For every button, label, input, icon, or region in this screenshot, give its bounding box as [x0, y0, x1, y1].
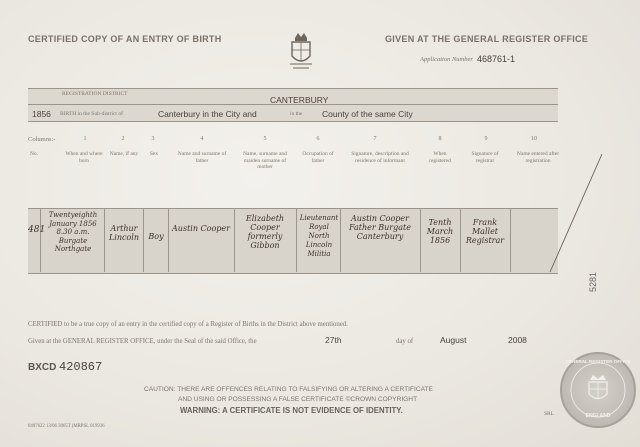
certificate-title: CERTIFIED COPY OF AN ENTRY OF BIRTH — [28, 34, 222, 44]
application-number: 468761-1 — [477, 54, 516, 64]
identity-warning: WARNING: A CERTIFICATE IS NOT EVIDENCE OF IDENTITY. — [180, 406, 403, 415]
col-num-6: 6 — [316, 136, 320, 142]
seal-text-bottom: ENGLAND — [585, 413, 611, 419]
col-sep-5 — [234, 208, 235, 272]
col-sep-1 — [40, 208, 41, 272]
serial-number: 420867 — [59, 360, 103, 374]
col-num-5: 5 — [263, 136, 267, 142]
entry-registered: Tenth March 1856 — [426, 218, 454, 245]
subdistrict-label: BIRTH in the Sub-district of — [60, 111, 123, 117]
col-hdr-name: Name, if any — [109, 151, 139, 157]
col-hdr-registrar: Signature of registrar — [471, 151, 499, 164]
in-the-label: in the — [290, 111, 303, 117]
county-value: County of the same City — [322, 109, 413, 119]
col-sep-10 — [510, 208, 511, 272]
given-year: 2008 — [508, 335, 527, 345]
col-sep-2 — [104, 208, 105, 272]
registration-year: 1856 — [32, 109, 51, 119]
application-number-label: Application Number — [420, 56, 473, 63]
entry-occupation: Lieutenant Royal North Lincoln Militia — [299, 214, 339, 258]
day-of-label: day of — [396, 338, 414, 345]
col-num-3: 3 — [151, 136, 155, 142]
col-num-1: 1 — [83, 136, 87, 142]
col-hdr-informant: Signature, description and residence of informant — [351, 151, 409, 164]
margin-number: 5281 — [588, 271, 598, 292]
caution-line-2: AND USING OR POSSESSING A FALSE CERTIFICATE ©CROWN COPYRIGHT — [178, 396, 418, 403]
given-text: Given at the GENERAL REGISTER OFFICE, under the Seal of the said Office, the — [28, 338, 257, 345]
printer-code: 0497622 13/06 3065T (MRPSL 019936 — [28, 424, 105, 429]
entry-registrar: Frank Mallet Registrar — [465, 218, 505, 245]
district-value: CANTERBURY — [270, 95, 329, 105]
general-register-office-seal — [560, 352, 636, 428]
serial-prefix: BXCD — [28, 362, 57, 373]
seal-text-top: GENERAL REGISTER OFFICE — [565, 359, 631, 364]
register-office-title: GIVEN AT THE GENERAL REGISTER OFFICE — [385, 34, 589, 44]
col-hdr-registered: When registered — [429, 151, 451, 164]
col-num-7: 7 — [373, 136, 377, 142]
col-hdr-occupation: Occupation of father — [302, 151, 334, 164]
columns-label: Columns:- — [28, 136, 56, 143]
col-sep-4 — [168, 208, 169, 272]
col-hdr-sex: Sex — [149, 151, 159, 157]
col-num-4: 4 — [200, 136, 204, 142]
col-num-8: 8 — [438, 136, 442, 142]
royal-crest-icon — [286, 30, 316, 72]
col-num-9: 9 — [484, 136, 488, 142]
col-hdr-mother: Name, surname and maiden surname of mother — [243, 151, 287, 170]
col-num-10: 10 — [531, 136, 537, 142]
entry-mother: Elizabeth Cooper formerly Gibbon — [245, 214, 285, 250]
entry-when-where: Twentyeighth January 1856 8.30 a.m. Burgate Northgate — [48, 211, 98, 253]
entry-informant: Austin Cooper Father Burgate Canterbury — [349, 214, 411, 241]
subdistrict-value: Canterbury in the City and — [158, 109, 257, 119]
col-num-2: 2 — [121, 136, 125, 142]
entry-child-name: Arthur Lincoln — [108, 224, 140, 242]
col-sep-7 — [340, 208, 341, 272]
col-hdr-no: No. — [29, 151, 39, 157]
entry-father: Austin Cooper — [172, 224, 230, 233]
col-hdr-when: When and where born — [65, 151, 103, 164]
cancellation-line — [540, 150, 610, 275]
district-label: REGISTRATION DISTRICT — [62, 91, 128, 97]
caution-line-1: CAUTION: THERE ARE OFFENCES RELATING TO FALSIFYING OR ALTERING A CERTIFICATE — [144, 386, 433, 393]
certification-text: CERTIFIED to be a true copy of an entry in the certified copy of a Register of Births in the District above mentioned. — [28, 321, 348, 328]
col-hdr-after: Name entered after registration — [516, 151, 560, 164]
given-month: August — [440, 335, 467, 345]
entry-number: 481 — [28, 225, 46, 235]
given-day: 27th — [325, 335, 342, 345]
col-sep-6 — [296, 208, 297, 272]
form-code: SRL — [544, 411, 555, 417]
entry-sex: Boy — [148, 232, 164, 241]
col-sep-9 — [460, 208, 461, 272]
col-hdr-father: Name and surname of father — [177, 151, 227, 164]
